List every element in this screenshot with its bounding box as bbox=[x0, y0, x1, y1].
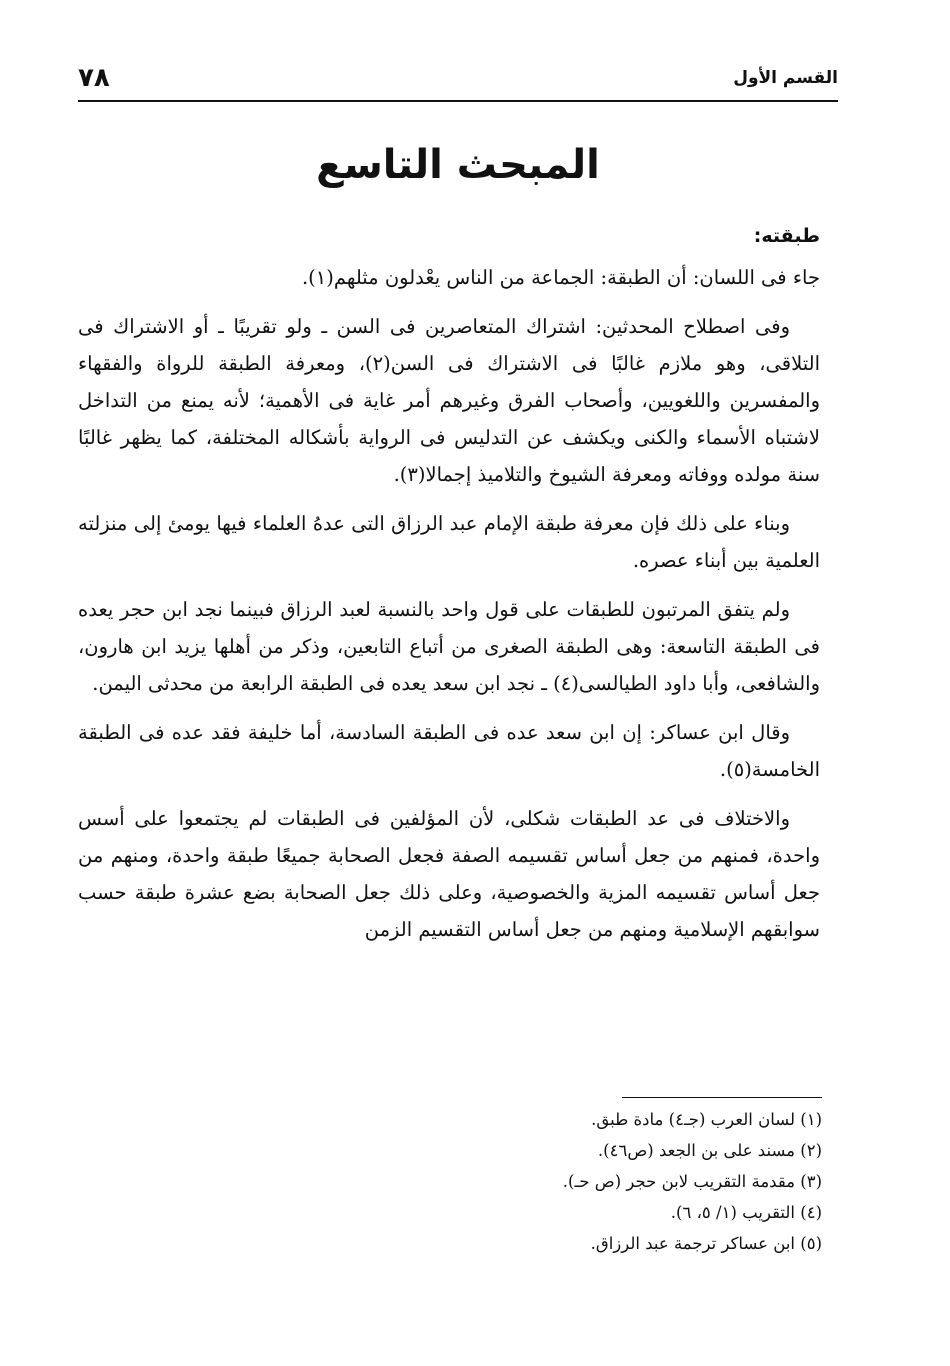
paragraph-4: ولم يتفق المرتبون للطبقات على قول واحد بالنسبة لعبد الرزاق فبينما نجد ابن حجر يعده فى الطبقة التاسعة: وهى الطبقة الصغرى من أتباع التابعين، وذكر من أهلها يزيد ابن هارون، والشافعى، وأبا داود الطيالسى(٤) ـ نجد ابن سعد يعده فى الطبقة الرابعة من محدثى اليمن. bbox=[78, 598, 820, 695]
footnote-2: (٢) مسند على بن الجعد (ص٤٦). bbox=[597, 1141, 822, 1160]
footnote-5: (٥) ابن عساكر ترجمة عبد الرزاق. bbox=[590, 1234, 822, 1253]
paragraph-5: وقال ابن عساكر: إن ابن سعد عده فى الطبقة السادسة، أما خليفة فقد عده فى الطبقة الخامسة(٥). bbox=[78, 721, 820, 781]
section-label: طبقته: bbox=[753, 225, 820, 247]
paragraph-3: وبناء على ذلك فإن معرفة طبقة الإمام عبد الرزاق التى عدهُ العلماء فيها يومئ إلى منزلته العلمية بين أبناء عصره. bbox=[78, 512, 820, 572]
main-text bbox=[78, 218, 820, 960]
paragraph-1: جاء فى اللسان: أن الطبقة: الجماعة من الناس يعْدلون مثلهم(١). bbox=[301, 266, 820, 289]
paragraph-2: وفى اصطلاح المحدثين: اشتراك المتعاصرين فى السن ـ ولو تقريبًا ـ أو الاشتراك فى التلاقى، وهو ملازم غالبًا فى الاشتراك فى السن(٢)، ومعرفة الطبقة للرواة والفقهاء والمفسرين واللغويين، وأصحاب الفرق وغيرهم أمر غاية فى الأهمية؛ لأنه يمنع من التداخل لاشتباه الأسماء والكنى ويكشف عن التدليس فى الرواية بأشكاله المختلفة، كما يظهر غالبًا سنة مولده ووفاته ومعرفة الشيوخ والتلاميذ إجمالا(٣). bbox=[78, 315, 820, 486]
paragraph-6: والاختلاف فى عد الطبقات شكلى، لأن المؤلفين فى الطبقات لم يجتمعوا على أسس واحدة، فمنهم من جعل أساس تقسيمه الصفة فجعل الصحابة جميعًا طبقة واحدة، ومنهم من جعل أساس تقسيمه المزية والخصوصية، وعلى ذلك جعل الصحابة بضع عشرة طبقة حسب سوابقهم الإسلامية ومنهم من جعل أساس التقسيم الزمن bbox=[78, 807, 820, 941]
header-rule bbox=[78, 100, 838, 102]
footnotes bbox=[122, 1104, 822, 1259]
footnote-1: (١) لسان العرب (جـ٤) مادة طبق. bbox=[591, 1110, 822, 1129]
footnote-3: (٣) مقدمة التقريب لابن حجر (ص حـ). bbox=[562, 1172, 822, 1191]
page-header bbox=[78, 58, 838, 98]
chapter-title: المبحث التاسع bbox=[316, 142, 600, 188]
running-title: القسم الأول bbox=[733, 68, 838, 88]
footnote-4: (٤) التقريب (١/ ٥، ٦). bbox=[670, 1203, 822, 1222]
footnote-rule bbox=[622, 1097, 822, 1098]
page-number: ٧٨ bbox=[78, 63, 110, 93]
